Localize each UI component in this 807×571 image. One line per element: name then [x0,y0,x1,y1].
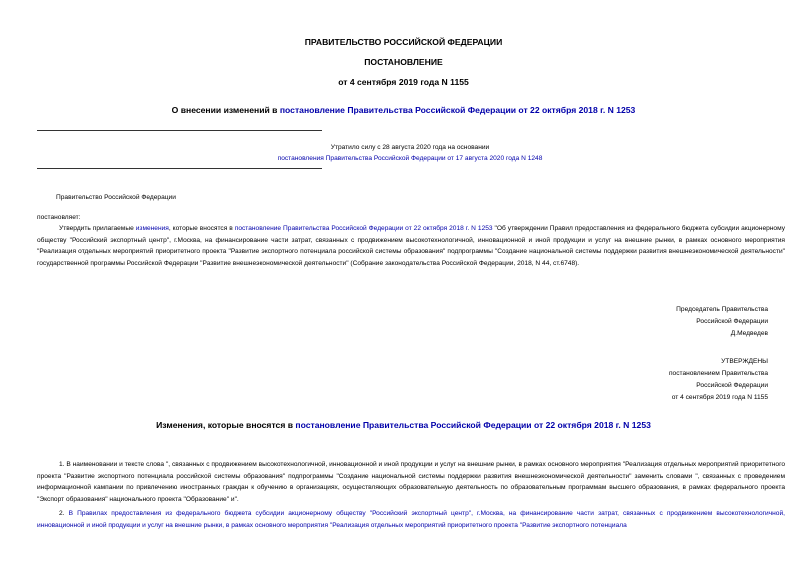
p1-b: , которые вносятся в [168,225,235,232]
signature-title: Председатель Правительства [676,306,768,313]
divider-top [37,130,322,131]
signature-country: Российской Федерации [696,318,768,325]
changes-title-prefix: Изменения, которые вносятся в [156,420,296,430]
doc-title-link[interactable]: постановление Правительства Российской Федерации от 22 октября 2018 г. N 1253 [279,105,636,115]
doc-type-heading: ПОСТАНОВЛЕНИЕ [364,57,443,67]
p1-a: Утвердить прилагаемые [59,225,136,232]
p1-c: "Об утверждении Правил предоставления из федерального бюджета субсидии акционерному обществу "Российский экспортный центр", г.Москва, на финансирование части затрат, связанных с продвижением высокотехнологичной, инновационной и иной продукции и услуг на внешние рынки, в рамках основного мероприятия "Реализация отдельных мероприятий приоритетного проекта "Развитие экспортного потенциала российской системы образования" подпрограммы "Создание национальной системы поддержки развития внешнеэкономической деятельности" государственной программы Российской Федерации "Развитие внешнеэкономической деятельности" (Собрание законодательства Российской Федерации, 2018, N 44, ст.6748). [37,225,785,267]
changes-title-link[interactable]: постановление Правительства Российской Федерации от 22 октября 2018 г. N 1253 [295,420,651,430]
approved-word: УТВЕРЖДЕНЫ [721,358,768,365]
approved-by: постановлением Правительства [668,370,768,377]
doc-title-prefix: О внесении изменений в [171,105,280,115]
divider-bottom [37,168,322,169]
void-note-link[interactable]: постановления Правительства Российской Федерации от 17 августа 2020 года N 1248 [277,155,543,162]
changes-title [0,420,807,430]
change-item-1: 1. В наименовании и тексте слова ", связанных с продвижением высокотехнологичной, инновационной и иной продукции и услуг на внешние рынки, в рамках основного мероприятия "Реализация отдельных мероприятий приоритетного проекта "Развитие экспортного потенциала российской системы образования" подпрограммы "Создание национальной системы поддержки развития внешнеэкономической деятельности" заменить словами ", связанных с проведением информационной кампании по привлечению иностранных граждан к обучению в организациях, осуществляющих образовательную деятельность по образовательным программам высшего образования, в рамках федерального проекта "Экспорт образования" национального проекта "Образование" и". [37,461,785,503]
approved-country: Российской Федерации [696,382,768,389]
decree-1253-link[interactable]: постановление Правительства Российской Федерации от 22 октября 2018 г. N 1253 [234,225,493,232]
approved-date: от 4 сентября 2019 года N 1155 [671,394,768,401]
rules-link[interactable]: В Правилах предоставления из федерального бюджета субсидии акционерному обществу "Российский экспортный центр", г.Москва, на финансирование части затрат, связанных с продвижением высокотехнологичной, инновационной и иной продукции и услуг на внешние рынки, в рамках основного мероприятия "Реализация отдельных мероприятий приоритетного проекта "Развитие экспортного потенциала [37,510,785,529]
resolves-word: постановляет: [37,214,81,221]
doc-title [0,105,807,115]
void-note-text: Утратило силу с 28 августа 2020 года на основании [330,144,490,151]
resolution-paragraph [37,223,785,269]
change-item-2 [37,508,785,531]
changes-link[interactable]: изменения [135,225,169,232]
approved-block [468,356,768,404]
doc-date-number: от 4 сентября 2019 года N 1155 [338,77,469,87]
gov-heading: ПРАВИТЕЛЬСТВО РОССИЙСКОЙ ФЕДЕРАЦИИ [304,37,503,47]
govt-name: Правительство Российской Федерации [56,194,176,201]
void-note [260,142,560,164]
item2-number: 2. [59,510,69,517]
signature-block [468,304,768,340]
signature-name: Д.Медведев [730,330,768,337]
